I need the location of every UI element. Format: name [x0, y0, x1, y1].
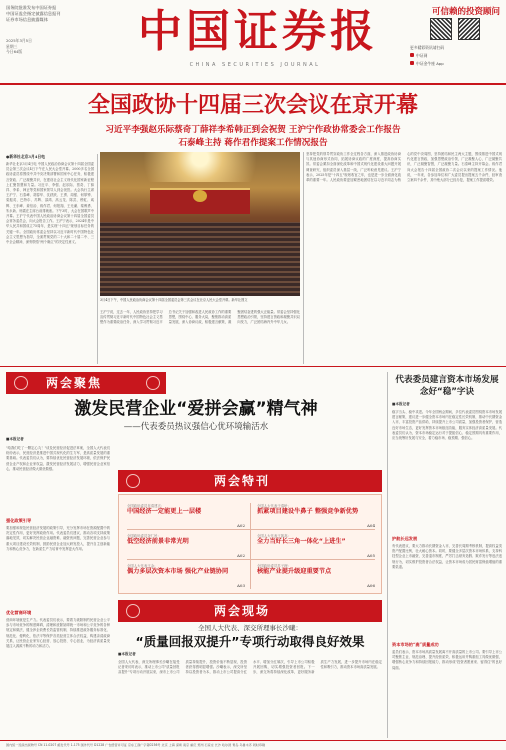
section2-headline: “质量回报双提升”专项行动取得良好效果 — [135, 634, 365, 649]
lead-photo-caption: 3月4日下午，中国人民政治协商会议第十四届全国委员会第三次会议在北京人民大会堂开幕。新华社图文 — [100, 298, 248, 302]
masthead-left-line: 中国证监会指定披露信息报刊 — [6, 11, 61, 16]
decorative-ornament-icon — [146, 376, 160, 390]
footer-item: 北京 上海 深圳 南京 重庆 郑州 石家庄 长沙 哈尔滨 青岛 乌鲁木齐 同时印刷 — [161, 743, 266, 747]
special-divider — [127, 559, 375, 560]
special-item[interactable]: 全国人大代表王金： 偶力多层次资本市场 强化产业链协同 A03 — [127, 564, 245, 588]
qr-label: 中证金牛座 App — [410, 60, 502, 68]
section-rule — [0, 366, 506, 367]
lead-photo — [100, 152, 300, 296]
issue-pages: 今日64版 — [6, 49, 23, 55]
decorative-ornament-icon — [126, 604, 140, 618]
special-item[interactable]: 全国人大代表于清岭： 抓紧项目建设牛鼻子 整强竞争新优势 A04 — [257, 504, 375, 528]
masthead-left-lines — [6, 5, 126, 23]
decorative-ornament-icon — [14, 376, 28, 390]
section2-article-column: 全国人大代表、深交所理事长沙曦在接受记者采访时表示，推动上市公司"质量回报双提升"专项行动开展以来，深市上市公司质量持续提升，投资价值不断显现，投资者获得感明显增强。沙曦表示，深交所坚持以投资者为本，推动上市公司提高分红水平、增加分红频次，引导上市公司积极开展回购，切实增强投资者回报。下一步，深交所将持续深化改革，更好服务新质生产力发展，进一步提升市场内在稳定性和吸引力，推动资本市场高质量发展。 — [118, 660, 382, 675]
right-article-column: 委员们表示，资本市场高质量发展离不开高质量的上市公司。要引导上市公司聚焦主业、规范治理、提升经营质效，积极运用并购重组工具做优做强，增强核心竞争力和持续回报能力，推动形成"投资者愿意来、留得住"的良好局面。 — [392, 650, 502, 670]
footer-item: 国外代号 D1228 — [80, 743, 105, 747]
column-divider — [303, 152, 304, 364]
special-item[interactable]: 全国人大代表王凯高： 全力当好长三角一体化“上进生” A05 — [257, 534, 375, 558]
lead-subheadline: 石泰峰主持 蒋作君作提案工作情况报告 — [178, 138, 328, 148]
footer — [6, 742, 502, 748]
article-subheading: 强化政策引导 — [6, 518, 32, 523]
section1-article-column: 要加强和规范民营经济发展的政策引导，充分发挥市场在资源配置中的决定性作用，更好发挥政府作用。代表委员们建议，推动各项支持政策落地见效，切实解决民营企业融资难、融资贵问题，完善民营企业参与重大项目建设长效机制，鼓励民营企业加大研发投入，提升自主创新能力和核心竞争力，在新质生产力培育中发挥更大作用。 — [6, 526, 110, 551]
national-emblem — [193, 190, 207, 202]
right-byline: ■本报记者 — [392, 402, 410, 406]
special-banner — [118, 470, 382, 492]
section2-byline: ■本报记者 — [118, 652, 136, 656]
special-item[interactable]: 全国政协委员尧仁民： 低空经济前景非常光明 A02 — [127, 534, 245, 558]
column-divider — [97, 154, 98, 364]
qr-code[interactable] — [458, 18, 480, 40]
footer-item: 国内统一连续出版物号 CN 11-0207 — [6, 743, 57, 747]
hall-audience — [100, 222, 300, 296]
section1-headline: 激发民营企业“爱拼会赢”精气神 — [74, 399, 318, 419]
masthead-logo-en: CHINA SECURITIES JOURNAL — [189, 62, 321, 68]
lead-article-column: 新华社北京3月4日电 中国人民政治协商会议第十四届全国委员会第三次会议4日下午在人民大会堂开幕。2000多名全国政协委员将围绕中共中央决策部署和国家中心任务，积极建言资政、广泛凝聚共识，在建设社会主义现代化国家新征程上汇聚智慧和力量。习近平、李强、赵乐际、蔡奇、丁薛祥、李希、韩正等党和国家领导人到会祝贺。大会执行主席王沪宁、石泰峰、胡春华、沈跃跃、王勇、周强、何厚铧、梁振英、巴特尔、苏辉、邵鸿、高云龙、陈武、穆虹、咸辉、王东峰、姜信治、蒋作君、何报翔、王光谦、秦博勇、朱永新、杨震在主席台前排就座。下午3时，大会在国歌声中开幕。王沪宁代表中国人民政治协商会议第十四届全国委员会常务委员会，向大会报告工作。王沪宁表示，2024年是中华人民共和国成立75周年，是实现"十四五"规划目标任务的关键一年。全国政协常委会坚持以习近平新时代中国特色社会主义思想为指导，全面贯彻党的二十大和二十届二中、三中全会精神，深刻领悟"两个确立"的决定性意义。 — [6, 162, 94, 245]
lead-subheadline: 习近平李强赵乐际蔡奇丁薛祥李希韩正到会祝贺 王沪宁作政协常委会工作报告 — [105, 125, 401, 135]
section1-byline: ■本报记者 — [6, 437, 24, 441]
section-banner-label: 两会聚焦 — [46, 376, 103, 390]
section1-article-column: 营商环境就是生产力。代表委员们表示，要着力破除制约民营企业公平参与市场竞争的制度障碍，清理和废除妨碍统一市场和公平竞争的各种规定和做法，健全涉企收费长效监管机制，持续推进政务服务标准化、规范化、便利化，依法平等保护各类经营主体合法权益，构建亲清政商关系，让民营企业家安心经营、放心投资、专心创业，为经济高质量发展注入源源不断的动力和活力。 — [6, 618, 110, 649]
masthead-left-meta — [6, 38, 86, 55]
special-divider — [250, 503, 251, 589]
masthead-left-line: 国务院批准发布中国证券报 — [6, 5, 57, 10]
right-subhead: 念好“稳”字诀 — [419, 387, 475, 397]
lead-article-column: 王沪宁说，过去一年，人民政协坚持把学习宣传贯彻习近平新时代中国特色社会主义思想作为重要政治任务，深入学习贯彻习近平总书记关于加强和改进人民政协工作的重要思想，围绕中心、服务大局，聚焦推动高质量发展，深入协商议政，积极建言献策，凝聚团结奋进的强大正能量。常委会坚持强化思想政治引领，坚持建言资政和凝聚共识双向发力，广泛团结海内外中华儿女。 — [100, 310, 300, 325]
masthead-left-line: 证券市场信息披露媒体 — [6, 17, 48, 22]
lead-dateline: ●新华社北京3月4日电 — [6, 154, 45, 159]
section-banner — [118, 600, 382, 622]
lead-article-column: 坚持把党的领导贯穿政协工作全过程各方面，深入推进政协协商与其他协商形式协同，拓展协商议政的广度深度，提高协商实效。常委会紧扣全面深化改革和中国式现代化建设重大问题开展调查研究，组织委员深入基层一线，广泛听取意见建议。王沪宁表示，2025年是"十四五"规划收官之年，也是进一步全面深化改革的重要一年。人民政协要更加紧密地团结在以习近平同志为核心的党中央周围，坚持团结和民主两大主题，围绕推进中国式现代化建言资政，加强思想政治引领，广泛凝聚人心，广泛凝聚共识，广泛凝聚智慧，广泛凝聚力量。石泰峰主持开幕会。蒋作君向大会报告十四届全国政协二次会议以来的提案工作情况。他说，一年来，各参加单位和广大委员提出提案五千余件，经审查立案四千余件，其中绝大部分已经办复，提案工作提质增效。 — [306, 152, 502, 183]
qr-code[interactable] — [430, 18, 452, 40]
right-headline: 代表委员建言资本市场发展 — [395, 375, 499, 385]
special-banner-label: 两会特刊 — [214, 474, 271, 488]
special-divider — [127, 529, 375, 530]
section-banner-label: 两会现场 — [214, 604, 271, 618]
qr-label: 更多精彩资讯请扫码 — [410, 45, 445, 50]
article-subheading: 资本市场的“高”质量成功 — [392, 642, 439, 647]
qr-label: 中证网 — [410, 52, 502, 60]
special-item[interactable]: 全国政协委员苏子理： 核能产业提升级迎重要节点 A06 — [257, 564, 375, 588]
masthead-slogan: 可信赖的投资顾问 — [431, 7, 500, 17]
decorative-ornament-icon — [126, 474, 140, 488]
special-item[interactable]: 全国政协委员吴清建言： 中国经济一定能更上一层楼 A02 — [127, 504, 245, 528]
masthead-logo: 中国证券报 — [138, 6, 378, 57]
issue-weekday: 星期三 — [6, 43, 18, 49]
section1-subhead: ——代表委员热议强信心优环境输活水 — [123, 422, 269, 432]
right-article-column: 稳字当头、稳中求进。今年全国两会期间，多位代表委员围绕资本市场发展建言献策，建议进一步健全资本市场内在稳定性长效机制，推动中长期资金入市，丰富投资产品供给，持续提升上市公司质量，加强投资者保护，营造良好市场生态，更好发挥资本市场枢纽功能，服务实体经济高质量发展。代表委员们认为，资本市场稳定运行对于提振信心、稳定预期具有重要作用，应当统筹好发展与安全，着力稳市场、稳预期、强信心。 — [392, 410, 502, 441]
section1-article-column: "给我们吃了一颗定心丸！"谈及民营经济促进法草案，全国人大代表们纷纷表示，民营经济是推进中国式现代化的生力军，是高质量发展的重要基础。代表委员们认为，要持续优化民营经济发展环境，依法保护民营企业产权和企业家权益，激发民营经济发展活力，增强民营企业家信心，推动民营经济做大做优做强。 — [6, 446, 110, 471]
app-icon — [410, 61, 414, 65]
article-subheading: 护航长远发展 — [392, 536, 418, 541]
hall-ceiling-lights — [100, 152, 300, 182]
footer-item: 广告经营许可证 京东工商广字第0236号 — [105, 743, 161, 747]
lead-headline: 全国政协十四届三次会议在京开幕 — [87, 93, 418, 118]
footer-rule — [0, 740, 506, 741]
footer-item: 邮发代号 1-175 — [57, 743, 80, 747]
column-divider — [387, 372, 388, 738]
masthead — [0, 0, 506, 82]
app-icon — [410, 53, 414, 57]
right-article-column: 有代表建议，要大力推动长期资金入市，完善长周期考核机制，提高权益类资产配置比例，壮大耐心资本。同时，要健全多层次资本市场体系，支持科技型企业上市融资，完善退市制度，严厉打击财务造假、欺诈发行等违法违规行为，切实维护投资者合法权益，让资本市场成为居民财富保值增值的重要渠道。 — [392, 544, 502, 569]
masthead-rule — [0, 83, 506, 85]
issue-date: 2025年3月5日 — [6, 38, 32, 43]
qr-labels — [410, 44, 502, 68]
section-banner — [6, 372, 166, 394]
special-contents-box — [118, 494, 382, 594]
section2-kicker: 全国人大代表、深交所理事长沙曦： — [198, 624, 302, 632]
article-subheading: 优化营商环境 — [6, 610, 32, 615]
